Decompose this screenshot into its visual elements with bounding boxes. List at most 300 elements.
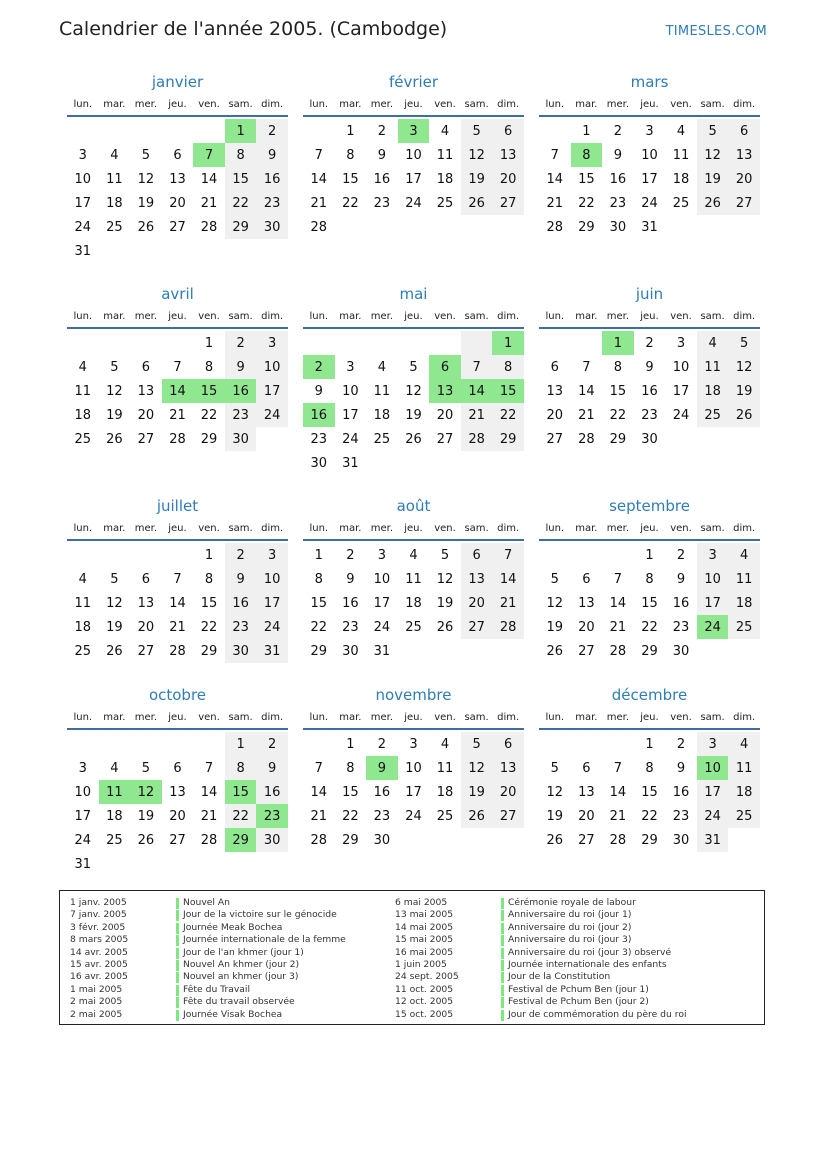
empty-day-cell [492,639,524,663]
day-cell: 23 [672,619,690,635]
holiday-day-cell: 7 [193,143,225,167]
day-cell: 21 [310,808,328,824]
weekday-header [67,306,288,327]
empty-day-cell [492,451,524,475]
holiday-legend [59,890,765,1025]
holiday-day-cell: 15 [193,379,225,403]
day-grid [539,331,760,451]
day-cell: 20 [169,808,186,824]
day-cell: 21 [609,808,627,824]
day-cell: 21 [310,195,328,211]
weekday-label: dim. [497,523,520,534]
day-cell: 24 [74,219,92,235]
day-cell: 27 [169,832,186,848]
day-cell: 14 [200,171,218,187]
holiday-color-marker [501,1010,504,1021]
holiday-name: Jour de la victoire sur le génocide [183,909,337,921]
day-cell: 5 [110,571,119,587]
empty-day-cell [99,119,131,143]
empty-day-cell [256,427,288,451]
holiday-name: Nouvel An [183,897,230,908]
day-cell: 4 [697,331,729,355]
empty-day-cell [697,215,729,239]
day-cell: 6 [492,119,524,143]
month-divider [539,728,760,730]
holiday-name: Anniversaire du roi (jour 3) observé [508,946,672,958]
day-cell: 22 [200,619,218,635]
day-cell: 9 [645,359,654,375]
day-cell: 17 [697,591,729,615]
weekday-label: lun. [73,523,93,534]
day-cell: 9 [613,147,623,163]
day-cell: 2 [225,543,257,567]
weekday-label: jeu. [404,311,423,322]
holiday-name: Fête du travail observée [183,996,295,1008]
day-cell: 27 [137,431,155,447]
holiday-date: 24 sept. 2005 [395,971,459,983]
weekday-label: mer. [370,311,394,322]
holiday-day-cell: 6 [429,355,461,379]
weekday-label: ven. [670,311,692,322]
holiday-name: Journée internationale de la femme [183,934,346,946]
holiday-name: Jour de commémoration du père du roi [508,1008,687,1020]
day-cell: 16 [609,171,627,187]
day-cell: 16 [256,780,288,804]
day-grid [67,543,288,663]
month-divider [539,115,760,117]
empty-day-cell [162,239,194,263]
day-cell: 17 [373,595,391,611]
day-cell: 12 [728,355,760,379]
day-cell: 1 [645,547,654,563]
day-cell: 5 [461,119,493,143]
holiday-name: Journée internationale des enfants [508,958,667,970]
holiday-name: Jour de l'an khmer (jour 1) [183,946,304,958]
empty-day-cell [728,639,760,663]
weekday-label: ven. [198,712,220,723]
empty-day-cell [492,215,524,239]
weekday-label: sam. [464,523,489,534]
weekday-label: ven. [434,712,456,723]
day-cell: 24 [256,403,288,427]
empty-day-cell [67,732,99,756]
day-cell: 18 [106,195,123,211]
page-title: Calendrier de l'année 2005. (Cambodge) [59,18,448,40]
month-divider [539,539,760,541]
weekday-label: mar. [575,99,598,110]
weekday-label: sam. [228,99,253,110]
empty-day-cell [99,543,131,567]
day-cell: 4 [409,547,418,563]
day-cell: 4 [728,543,760,567]
month-block [303,496,524,663]
day-cell: 23 [225,403,257,427]
weekday-label: lun. [73,712,93,723]
day-cell: 16 [672,784,690,800]
day-cell: 21 [546,195,564,211]
day-cell: 22 [225,191,257,215]
weekday-label: mer. [370,712,394,723]
weekday-header [303,94,524,115]
day-cell: 21 [200,808,218,824]
day-cell: 11 [74,383,92,399]
day-cell: 6 [492,732,524,756]
empty-day-cell [303,331,335,355]
holiday-color-marker [176,960,179,971]
weekday-label: jeu. [168,311,187,322]
weekday-label: jeu. [168,712,187,723]
month-name: août [396,497,431,515]
day-cell: 5 [461,732,493,756]
month-name: juillet [156,497,199,515]
day-cell: 5 [728,331,760,355]
day-cell: 9 [225,567,257,591]
day-cell: 31 [74,856,92,872]
month-divider [303,539,524,541]
day-cell: 6 [141,571,151,587]
holiday-name: Jour de la Constitution [508,971,611,983]
day-cell: 19 [546,619,564,635]
empty-day-cell [130,852,162,876]
holiday-name: Fête du Travail [183,983,251,995]
empty-day-cell [256,852,288,876]
weekday-label: mer. [606,523,630,534]
day-cell: 25 [405,619,422,635]
weekday-label: dim. [261,99,284,110]
holiday-day-cell: 12 [130,780,162,804]
day-cell: 25 [74,643,92,659]
weekday-label: dim. [733,712,756,723]
day-cell: 11 [74,595,92,611]
day-cell: 27 [492,804,524,828]
holiday-day-cell: 16 [225,379,257,403]
day-grid [539,732,760,852]
month-divider [67,539,288,541]
day-cell: 3 [409,736,418,752]
day-cell: 12 [697,143,729,167]
holiday-date: 1 juin 2005 [395,958,447,970]
empty-day-cell [728,828,760,852]
empty-day-cell [99,852,131,876]
day-cell: 14 [609,595,627,611]
weekday-label: jeu. [404,712,423,723]
day-cell: 10 [405,147,422,163]
day-cell: 24 [373,619,391,635]
day-cell: 18 [672,171,690,187]
day-cell: 21 [169,619,186,635]
day-cell: 13 [728,143,760,167]
day-cell: 16 [373,171,391,187]
month-name: janvier [151,73,204,91]
weekday-label: lun. [545,311,565,322]
weekday-header [303,518,524,539]
day-cell: 6 [728,119,760,143]
day-cell: 16 [225,591,257,615]
month-block [303,284,524,475]
month-name: mai [399,285,428,303]
weekday-label: mer. [606,99,630,110]
day-cell: 5 [550,571,559,587]
day-cell: 28 [461,427,493,451]
day-cell: 30 [342,643,359,659]
day-cell: 14 [578,383,595,399]
month-divider [303,327,524,329]
day-cell: 11 [728,756,760,780]
holiday-day-cell: 13 [429,379,461,403]
day-grid [539,119,760,239]
day-cell: 20 [728,167,760,191]
day-cell: 21 [461,403,493,427]
empty-day-cell [697,639,729,663]
day-cell: 10 [405,760,422,776]
day-cell: 19 [405,407,422,423]
weekday-header [67,94,288,115]
day-cell: 5 [110,359,119,375]
empty-day-cell [162,543,194,567]
empty-day-cell [99,331,131,355]
day-cell: 17 [672,383,690,399]
weekday-label: sam. [228,712,253,723]
day-cell: 24 [74,832,92,848]
holiday-color-marker [176,910,179,921]
day-cell: 18 [74,407,92,423]
day-cell: 1 [225,732,257,756]
month-divider [303,115,524,117]
holiday-date: 15 avr. 2005 [70,958,128,970]
holiday-date: 15 mai 2005 [395,934,454,946]
day-cell: 11 [672,147,690,163]
day-cell: 28 [169,431,186,447]
empty-day-cell [162,852,194,876]
day-cell: 25 [728,804,760,828]
month-divider [67,728,288,730]
day-cell: 22 [200,407,218,423]
day-cell: 22 [492,403,524,427]
day-cell: 11 [436,760,454,776]
day-cell: 7 [204,760,214,776]
holiday-color-marker [176,935,179,946]
day-cell: 28 [492,615,524,639]
month-block [539,72,760,239]
weekday-label: sam. [700,523,725,534]
holiday-day-cell: 1 [492,331,524,355]
day-cell: 29 [342,832,359,848]
day-cell: 31 [342,455,359,471]
day-cell: 13 [578,595,595,611]
day-cell: 9 [676,571,686,587]
day-cell: 9 [314,383,323,399]
weekday-label: mar. [103,712,126,723]
day-cell: 23 [373,195,391,211]
holiday-date: 2 mai 2005 [70,1008,123,1020]
weekday-label: jeu. [640,523,659,534]
empty-day-cell [335,215,367,239]
holiday-name: Cérémonie royale de labour [508,897,636,908]
day-cell: 26 [461,191,493,215]
month-name: décembre [611,686,688,704]
day-cell: 22 [342,808,359,824]
day-cell: 23 [373,808,391,824]
day-cell: 25 [436,195,454,211]
holiday-day-cell: 1 [225,119,257,143]
empty-day-cell [67,543,99,567]
holiday-name: Festival de Pchum Ben (jour 2) [508,996,649,1008]
holiday-day-cell: 14 [162,379,194,403]
day-cell: 6 [173,147,182,163]
day-grid [303,119,524,239]
day-cell: 26 [137,832,155,848]
day-cell: 14 [169,595,186,611]
day-cell: 8 [346,760,355,776]
day-cell: 29 [310,643,328,659]
day-cell: 30 [609,219,627,235]
weekday-label: dim. [261,712,284,723]
month-divider [303,728,524,730]
day-cell: 10 [697,567,729,591]
holiday-day-cell: 23 [256,804,288,828]
day-cell: 3 [697,732,729,756]
empty-day-cell [398,639,430,663]
day-cell: 27 [137,643,155,659]
month-name: septembre [609,497,690,515]
empty-day-cell [539,732,571,756]
holiday-date: 12 oct. 2005 [395,996,454,1008]
weekday-label: dim. [497,99,520,110]
day-cell: 4 [440,736,450,752]
holiday-color-marker [501,910,504,921]
month-name: octobre [148,686,207,704]
holiday-day-cell: 24 [697,615,729,639]
holiday-color-marker [501,935,504,946]
weekday-label: mar. [339,523,362,534]
day-cell: 7 [173,359,182,375]
month-block [539,685,760,852]
day-cell: 23 [225,615,257,639]
day-cell: 2 [676,736,686,752]
day-cell: 12 [106,595,123,611]
day-cell: 29 [200,431,218,447]
day-cell: 20 [169,195,186,211]
day-cell: 18 [728,591,760,615]
holiday-date: 1 mai 2005 [70,983,123,995]
day-cell: 21 [169,407,186,423]
day-cell: 14 [546,171,564,187]
day-cell: 3 [78,760,87,776]
weekday-label: sam. [700,712,725,723]
empty-day-cell [366,331,398,355]
day-cell: 4 [377,359,387,375]
holiday-date: 3 févr. 2005 [70,921,126,933]
empty-day-cell [193,119,225,143]
day-cell: 17 [74,195,92,211]
holiday-color-marker [176,948,179,959]
weekday-label: mer. [134,523,158,534]
day-cell: 16 [373,784,391,800]
holiday-date: 15 oct. 2005 [395,1008,454,1020]
holiday-day-cell: 15 [225,780,257,804]
day-cell: 20 [461,591,493,615]
day-cell: 24 [342,431,359,447]
weekday-label: dim. [733,311,756,322]
day-cell: 26 [106,431,123,447]
holiday-color-marker [176,898,179,909]
empty-day-cell [193,732,225,756]
day-cell: 14 [492,567,524,591]
site-brand-link[interactable]: TIMESLES.COM [665,24,767,39]
day-cell: 25 [697,403,729,427]
empty-day-cell [728,215,760,239]
day-cell: 25 [373,431,391,447]
day-cell: 5 [440,547,450,563]
day-cell: 22 [342,195,359,211]
weekday-label: mar. [103,99,126,110]
day-cell: 20 [578,619,595,635]
day-cell: 7 [492,543,524,567]
day-cell: 12 [137,171,155,187]
day-cell: 18 [373,407,391,423]
weekday-label: ven. [198,99,220,110]
empty-day-cell [130,732,162,756]
day-cell: 27 [728,191,760,215]
day-cell: 14 [310,784,328,800]
day-cell: 3 [256,543,288,567]
day-cell: 4 [110,760,119,776]
day-cell: 29 [492,427,524,451]
day-cell: 6 [582,760,591,776]
month-name: juin [635,285,664,303]
holiday-name: Anniversaire du roi (jour 2) [508,921,632,933]
day-cell: 9 [377,147,387,163]
day-cell: 7 [550,147,559,163]
empty-day-cell [602,543,634,567]
empty-day-cell [162,732,194,756]
day-cell: 12 [461,143,493,167]
day-cell: 26 [137,219,155,235]
day-cell: 17 [405,171,422,187]
empty-day-cell [335,331,367,355]
empty-day-cell [461,451,493,475]
day-cell: 19 [697,167,729,191]
weekday-label: mar. [339,311,362,322]
empty-day-cell [193,239,225,263]
holiday-day-cell: 29 [225,828,257,852]
holiday-color-marker [176,997,179,1008]
day-cell: 27 [492,191,524,215]
month-block [67,284,288,451]
weekday-label: mer. [134,311,158,322]
day-cell: 1 [582,123,591,139]
day-cell: 28 [546,219,564,235]
weekday-label: jeu. [640,311,659,322]
day-cell: 18 [697,379,729,403]
weekday-label: mar. [339,712,362,723]
day-cell: 26 [436,619,454,635]
holiday-day-cell: 2 [303,355,335,379]
day-cell: 4 [440,123,450,139]
day-cell: 25 [728,615,760,639]
day-cell: 27 [546,431,564,447]
day-cell: 24 [672,407,690,423]
empty-day-cell [398,215,430,239]
weekday-header [539,518,760,539]
month-name: mars [630,73,669,91]
day-cell: 3 [645,123,654,139]
weekday-label: ven. [434,99,456,110]
holiday-day-cell: 14 [461,379,493,403]
day-cell: 28 [578,431,595,447]
day-cell: 26 [697,191,729,215]
day-cell: 6 [141,359,151,375]
